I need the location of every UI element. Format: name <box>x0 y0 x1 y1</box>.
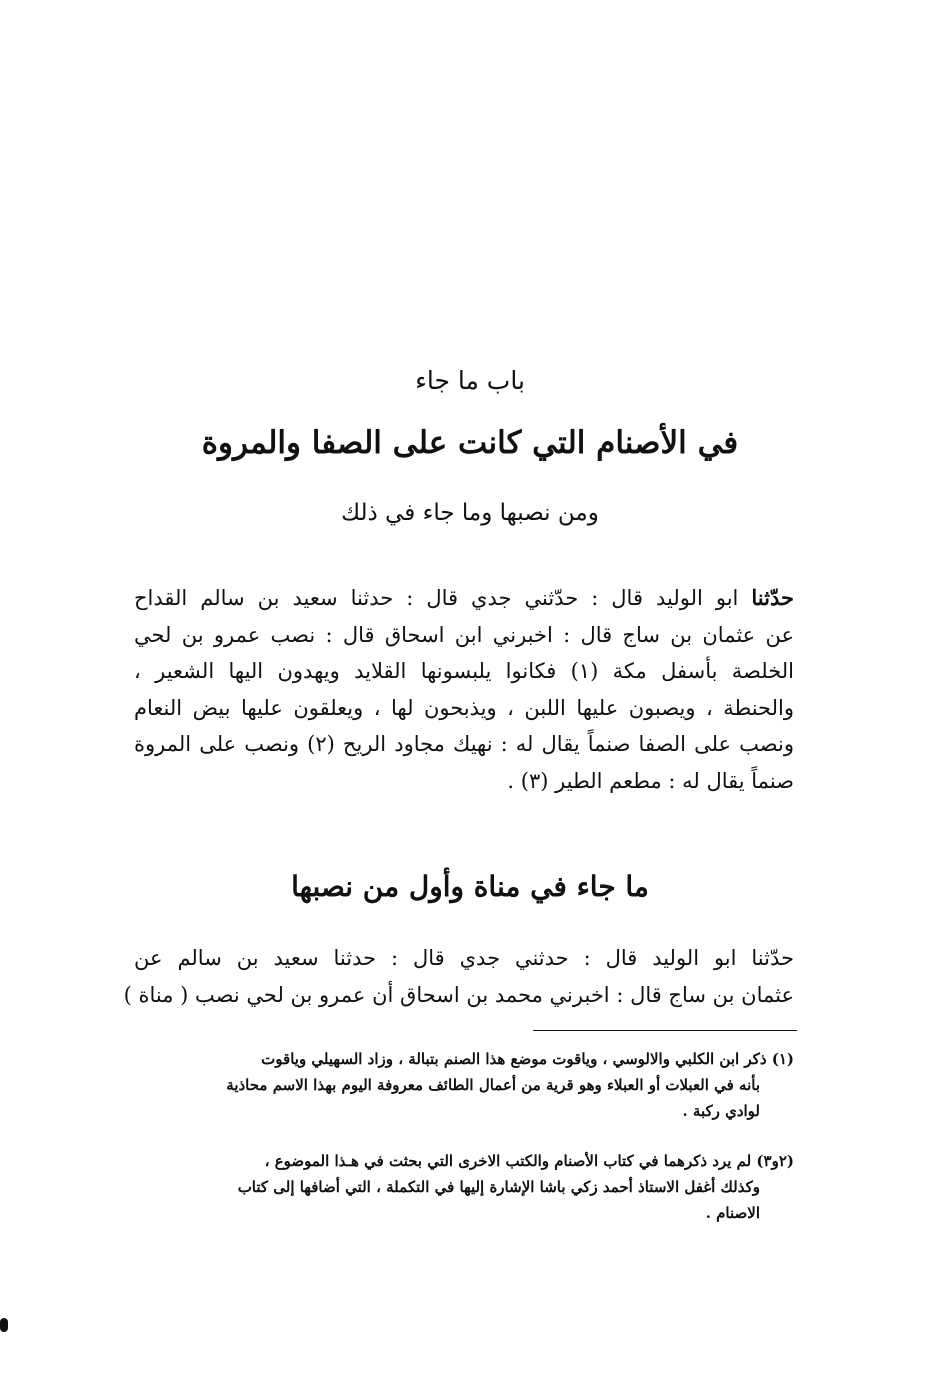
ink-blot <box>0 1318 8 1332</box>
section-heading-manat: ما جاء في مناة وأول من نصبها <box>291 870 649 903</box>
footnote-divider <box>533 1030 797 1031</box>
paragraph-1-line-6: صنماً يقال له : مطعم الطير (٣) . <box>507 768 794 793</box>
paragraph-1-line-5: ونصب على الصفا صنماً يقال له : نهيك مجاود الريح (٢) ونصب على المروة <box>134 732 794 756</box>
footnote-2-line-3: الاصنام . <box>705 1204 760 1222</box>
footnote-2 <box>134 1148 794 1226</box>
paragraph-2-line-2: عثمان بن ساج قال : اخبرني محمد بن اسحاق أن عمرو بن لحي نصب ( مناة ) <box>123 982 794 1007</box>
paragraph-1-lead-word: حدّثنا <box>751 585 794 610</box>
chapter-heading: باب ما جاء <box>415 366 525 395</box>
chapter-subtitle: ومن نصبها وما جاء في ذلك <box>341 500 599 526</box>
paragraph-1 <box>134 580 794 799</box>
footnote-1-line-3: لوادي ركبة . <box>682 1102 760 1120</box>
footnote-2-line-1: (٢و٣) لم يرد ذكرهما في كتاب الأصنام والكتب الاخرى التي بحثت في هـذا الموضوع ، <box>264 1152 794 1170</box>
footnote-2-line-2: وكذلك أغفل الاستاذ أحمد زكي باشا الإشارة إليها في التكملة ، التي أضافها إلى كتاب <box>237 1178 760 1196</box>
paragraph-1-line-2: عن عثمان بن ساج قال : اخبرني ابن اسحاق قال : نصب عمرو بن لحي <box>134 622 794 647</box>
paragraph-1-line-1 <box>134 580 794 617</box>
paragraph-1-line-4: والحنطة ، ويصبون عليها اللبن ، ويذبحون لها ، ويعلقون عليها بيض النعام <box>134 695 794 720</box>
footnote-1-line-1: (١) ذكر ابن الكلبي والالوسي ، وياقوت موضع هذا الصنم بتبالة ، وزاد السهيلي وياقوت <box>261 1050 794 1068</box>
paragraph-1-line-1-text: ابو الوليد قال : حدّثني جدي قال : حدثنا سعيد بن سالم القداح <box>134 586 752 610</box>
footnote-1-line-2: بأنه في العبلات أو العبلاء وهو قرية من أعمال الطائف معروفة اليوم بهذا الاسم محاذية <box>226 1076 760 1094</box>
paragraph-1-line-3: الخلصة بأسفل مكة (١) فكانوا يلبسونها القلايد ويهدون اليها الشعير ، <box>134 659 794 683</box>
paragraph-2-line-1: حدّثنا ابو الوليد قال : حدثني جدي قال : حدثنا سعيد بن سالم عن <box>134 946 794 970</box>
chapter-title: في الأصنام التي كانت على الصفا والمروة <box>201 425 739 461</box>
paragraph-2 <box>123 940 794 1013</box>
footnote-1 <box>134 1046 794 1124</box>
